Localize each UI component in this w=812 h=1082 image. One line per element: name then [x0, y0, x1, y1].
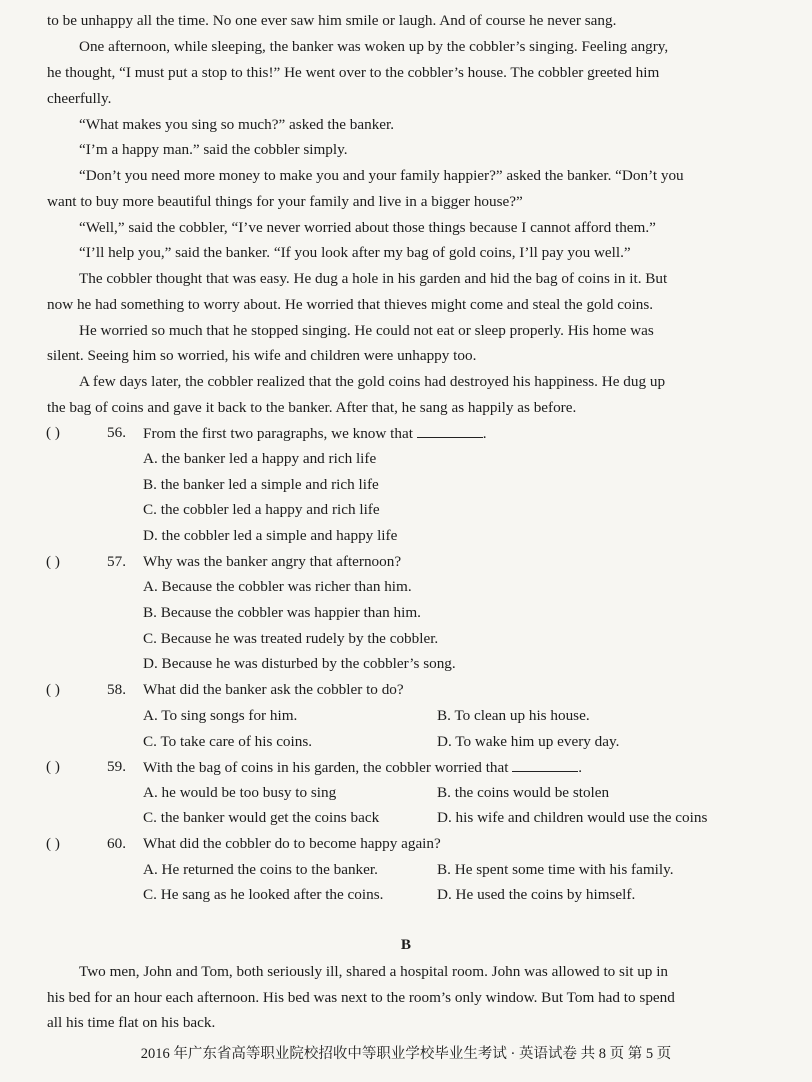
passage-line: to be unhappy all the time. No one ever saw him smile or laugh. And of course he never sang. [47, 12, 617, 29]
answer-bracket[interactable]: ( ) [46, 424, 60, 441]
passage-line: A few days later, the cobbler realized that the gold coins had destroyed his happiness. He dug up [79, 373, 666, 390]
passage-line: “Don’t you need more money to make you and your family happier?” asked the banker. “Don’t you [79, 167, 684, 184]
passage-b-line: his bed for an hour each afternoon. His bed was next to the room’s only window. But Tom had to spend [47, 989, 675, 1006]
option-b[interactable]: B. the coins would be stolen [437, 784, 610, 801]
passage-line: He worried so much that he stopped singing. He could not eat or sleep properly. His home was [79, 322, 654, 339]
question-stem [143, 423, 487, 444]
option-b[interactable]: B. To clean up his house. [437, 707, 590, 724]
passage-line: he thought, “I must put a stop to this!” He went over to the cobbler’s house. The cobbler greeted him [47, 64, 660, 81]
question-number: 59. [107, 758, 126, 775]
passage-line: “Well,” said the cobbler, “I’ve never worried about those things because I cannot afford them.” [79, 219, 656, 236]
answer-bracket[interactable]: ( ) [46, 758, 60, 775]
option-c[interactable]: C. To take care of his coins. [143, 733, 313, 750]
option-d[interactable]: D. his wife and children would use the coins [437, 809, 708, 826]
option-b[interactable]: B. He spent some time with his family. [437, 861, 674, 878]
question-number: 57. [107, 553, 126, 570]
passage-line: “I’m a happy man.” said the cobbler simply. [79, 141, 348, 158]
stem-end: . [482, 425, 487, 442]
passage-b-line: Two men, John and Tom, both seriously ill, shared a hospital room. John was allowed to sit up in [79, 963, 669, 980]
option-a[interactable]: A. the banker led a happy and rich life [143, 450, 377, 467]
passage-line: The cobbler thought that was easy. He dug a hole in his garden and hid the bag of coins in it. But [79, 270, 668, 287]
passage-line: cheerfully. [47, 90, 112, 107]
question-number: 56. [107, 424, 126, 441]
question-stem: What did the banker ask the cobbler to do? [143, 681, 404, 698]
passage-line: want to buy more beautiful things for your family and live in a bigger house?” [47, 193, 523, 210]
passage-line: silent. Seeing him so worried, his wife and children were unhappy too. [47, 347, 477, 364]
stem-end: . [578, 759, 583, 776]
answer-bracket[interactable]: ( ) [46, 553, 60, 570]
question-stem: Why was the banker angry that afternoon? [143, 553, 402, 570]
option-d[interactable]: D. the cobbler led a simple and happy life [143, 527, 398, 544]
option-a[interactable]: A. To sing songs for him. [143, 707, 298, 724]
option-c[interactable]: C. He sang as he looked after the coins. [143, 886, 384, 903]
answer-bracket[interactable]: ( ) [46, 835, 60, 852]
option-a[interactable]: A. Because the cobbler was richer than him. [143, 578, 412, 595]
passage-line: the bag of coins and gave it back to the banker. After that, he sang as happily as before. [47, 399, 577, 416]
passage-line: One afternoon, while sleeping, the banker was woken up by the cobbler’s singing. Feeling angry, [79, 38, 669, 55]
option-a[interactable]: A. He returned the coins to the banker. [143, 861, 378, 878]
option-d[interactable]: D. To wake him up every day. [437, 733, 620, 750]
answer-blank[interactable] [512, 757, 578, 772]
passage-line: now he had something to worry about. He worried that thieves might come and steal the gold coins. [47, 296, 654, 313]
question-number: 58. [107, 681, 126, 698]
question-stem: What did the cobbler do to become happy again? [143, 835, 441, 852]
option-c[interactable]: C. Because he was treated rudely by the cobbler. [143, 630, 439, 647]
answer-bracket[interactable]: ( ) [46, 681, 60, 698]
option-d[interactable]: D. Because he was disturbed by the cobbler’s song. [143, 655, 456, 672]
option-c[interactable]: C. the banker would get the coins back [143, 809, 380, 826]
page-footer: 2016 年广东省高等职业院校招收中等职业学校毕业生考试 · 英语试卷 共 8 页 第 5 页 [140, 1046, 672, 1062]
question-stem [143, 757, 582, 778]
option-a[interactable]: A. he would be too busy to sing [143, 784, 337, 801]
section-heading: B [400, 936, 412, 953]
option-b[interactable]: B. Because the cobbler was happier than him. [143, 604, 421, 621]
passage-line: “What makes you sing so much?” asked the banker. [79, 116, 395, 133]
question-stem-text: With the bag of coins in his garden, the cobbler worried that [143, 759, 509, 776]
question-number: 60. [107, 835, 126, 852]
passage-b-line: all his time flat on his back. [47, 1014, 216, 1031]
answer-blank[interactable] [417, 423, 483, 438]
option-d[interactable]: D. He used the coins by himself. [437, 886, 636, 903]
option-b[interactable]: B. the banker led a simple and rich life [143, 476, 379, 493]
question-stem-text: From the first two paragraphs, we know that [143, 425, 413, 442]
passage-line: “I’ll help you,” said the banker. “If you look after my bag of gold coins, I’ll pay you well.” [79, 244, 631, 261]
option-c[interactable]: C. the cobbler led a happy and rich life [143, 501, 380, 518]
